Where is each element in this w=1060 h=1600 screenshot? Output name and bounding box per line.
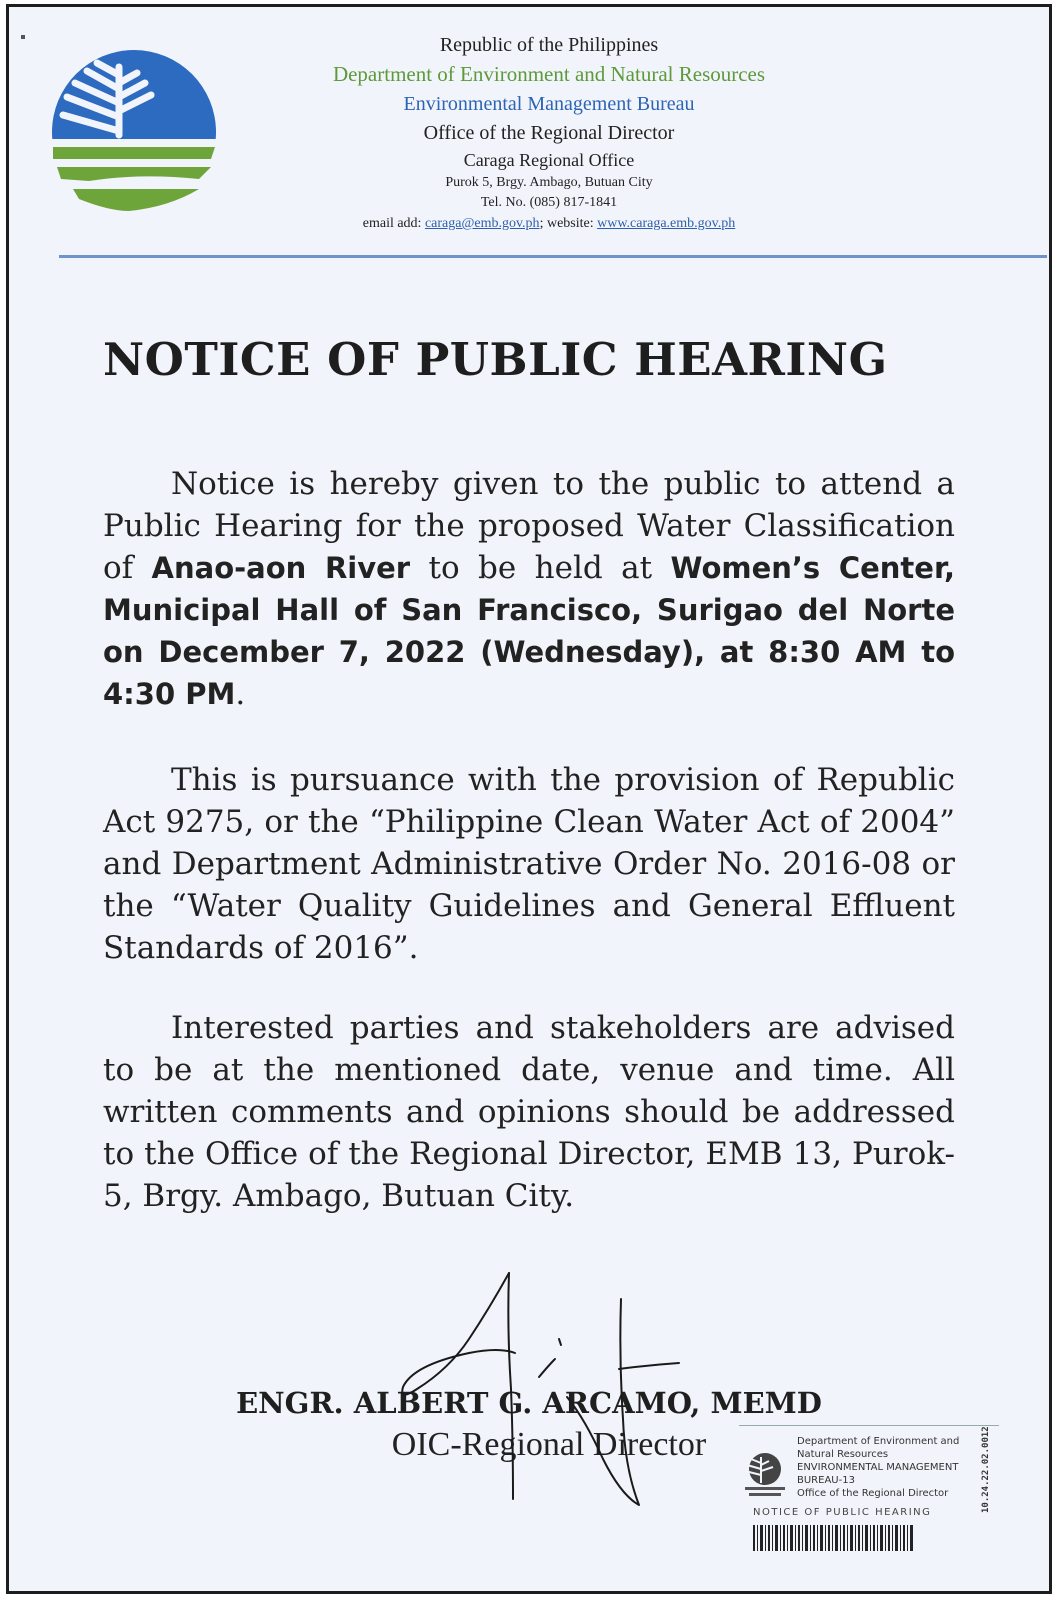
stamp-seal-icon (739, 1449, 791, 1501)
handwritten-signature (389, 1269, 689, 1519)
stamp-notice-label: NOTICE OF PUBLIC HEARING (753, 1507, 932, 1518)
republic-line: Republic of the Philippines (439, 34, 659, 56)
contact-line (239, 213, 859, 235)
document-code: 10.24.22.02.0012 (981, 1426, 991, 1513)
denr-emb-logo (49, 47, 219, 217)
stamp-line-1: Department of Environment and (797, 1436, 960, 1447)
document-page (6, 4, 1052, 1594)
scan-speck (21, 35, 25, 39)
website-link[interactable]: www.caraga.emb.gov.ph (597, 216, 736, 231)
signatory-name: ENGR. ALBERT G. ARCAMO, MEMD (236, 1386, 822, 1420)
stamp-top-line (739, 1425, 999, 1426)
website-label: ; website: (539, 216, 598, 231)
tel-line: Tel. No. (085) 817-1841 (480, 195, 618, 210)
stamp-text (797, 1435, 997, 1500)
address-line: Purok 5, Brgy. Ambago, Butuan City (445, 175, 653, 190)
p1-text-end: . (235, 676, 246, 712)
bureau-line: Environmental Management Bureau (403, 93, 695, 115)
notice-title: NOTICE OF PUBLIC HEARING (103, 333, 888, 386)
notice-paragraph-2: This is pursuance with the provision of Republic Act 9275, or the “Philippine Clean Water Act of 2004” and Department Administrative Order No. 2016-08 or the “Water Quality Guidelines and General Effluent Standards of 2016”. (103, 762, 955, 966)
venue-date-time: Women’s Center, Municipal Hall of San Francisco, Surigao del Norte on December 7, 2022 (Wednesday), at 8:30 AM to 4:30 PM (103, 551, 956, 711)
email-label: email add: (362, 216, 425, 231)
department-line: Department of Environment and Natural Resources (332, 62, 766, 86)
receiving-stamp (739, 1425, 1029, 1585)
stamp-line-3: ENVIRONMENTAL MANAGEMENT (797, 1462, 959, 1473)
letterhead (239, 31, 859, 235)
letterhead-divider (59, 255, 1047, 258)
notice-paragraph-3: Interested parties and stakeholders are advised to be at the mentioned date, venue and time. All written comments and opinions should be addressed to the Office of the Regional Director, EMB 13, Purok-5, Brgy. Ambago, Butuan City. (103, 1010, 955, 1214)
stamp-line-2: Natural Resources (797, 1449, 889, 1460)
river-name: Anao-aon River (151, 551, 411, 585)
stamp-line-4: BUREAU-13 (797, 1475, 855, 1486)
office-line: Office of the Regional Director (423, 122, 675, 144)
p1-text-b: to be held at (410, 550, 671, 586)
signatory-title: OIC-Regional Director (391, 1426, 707, 1463)
p1-text-a: Notice is hereby given to the public to attend a Public Hearing for the proposed Water Classification of (103, 466, 955, 586)
notice-paragraph-1 (103, 463, 955, 715)
email-link[interactable]: caraga@emb.gov.ph (424, 216, 540, 231)
barcode (753, 1525, 913, 1551)
stamp-line-5: Office of the Regional Director (797, 1488, 949, 1499)
regional-office-line: Caraga Regional Office (463, 150, 635, 170)
